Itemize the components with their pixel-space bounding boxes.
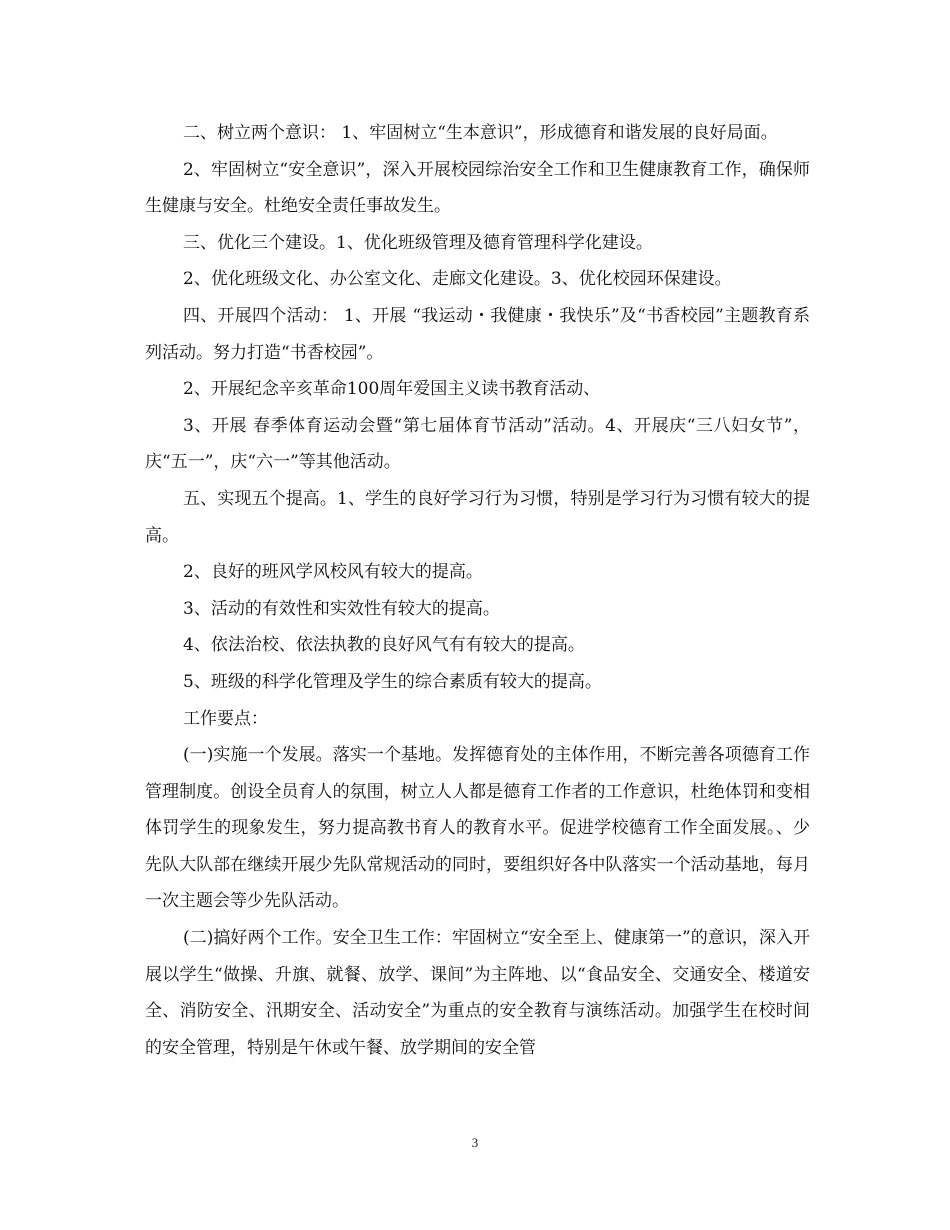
paragraph: 三、优化三个建设。1、优化班级管理及德育管理科学化建设。 — [183, 232, 653, 253]
paragraph: 二、树立两个意识： 1、牢固树立“生本意识”，形成德育和谐发展的良好局面。 — [183, 123, 778, 143]
paragraph: 2、良好的班风学风校风有较大的提高。 — [183, 562, 483, 583]
paragraph: 2、优化班级文化、办公室文化、走廊文化建设。3、优化校园环保建设。 — [183, 269, 732, 290]
section-heading: 工作要点： — [183, 708, 268, 729]
paragraph: 五、实现五个提高。1、学生的良好学习行为习惯，特别是学习行为习惯有较大的提高。 — [145, 488, 810, 546]
paragraph: 4、依法治校、依法执教的良好风气有有较大的提高。 — [183, 635, 585, 656]
paragraph: 3、活动的有效性和实效性有较大的提高。 — [183, 598, 500, 619]
paragraph: 5、班级的科学化管理及学生的综合素质有较大的提高。 — [183, 671, 602, 692]
paragraph: (一)实施一个发展。落实一个基地。发挥德育处的主体作用，不断完善各项德育工作管理制度。创设全员育人的氛围，树立人人都是德育工作者的工作意识，杜绝体罚和变相体罚学生的现象发生，努力提高教书育人的教育水平。促进学校德育工作全面发展。、少先队大队部在继续开展少先队常规活动的同时，要组织好各中队落实一个活动基地，每月一次主题会等少先队活动。 — [145, 745, 810, 912]
paragraph: 3、开展 春季体育运动会暨“第七届体育节活动”活动。4、开展庆“三八妇女节”，庆“五一”，庆“六一”等其他活动。 — [145, 415, 810, 473]
paragraph: 2、牢固树立“安全意识”，深入开展校园综治安全工作和卫生健康教育工作，确保师生健康与安全。杜绝安全责任事故发生。 — [145, 159, 810, 217]
paragraph: (二)搞好两个工作。安全卫生工作：牢固树立“安全至上、健康第一”的意识，深入开展以学生“做操、升旗、就餐、放学、课间”为主阵地、以“食品安全、交通安全、楼道安全、消防安全、汛期安全、活动安全”为重点的安全教育与演练活动。加强学生在校时间的安全管理，特别是午休或午餐、放学期间的安全管 — [145, 928, 810, 1058]
paragraph: 2、开展纪念辛亥革命100周年爱国主义读书教育活动、 — [183, 379, 601, 400]
paragraph: 四、开展四个活动： 1、开展 “我运动・我健康・我快乐”及“书香校园”主题教育系列活动。努力打造“书香校园”。 — [145, 305, 810, 363]
page-number: 3 — [471, 1135, 479, 1150]
document-body — [145, 115, 810, 1066]
